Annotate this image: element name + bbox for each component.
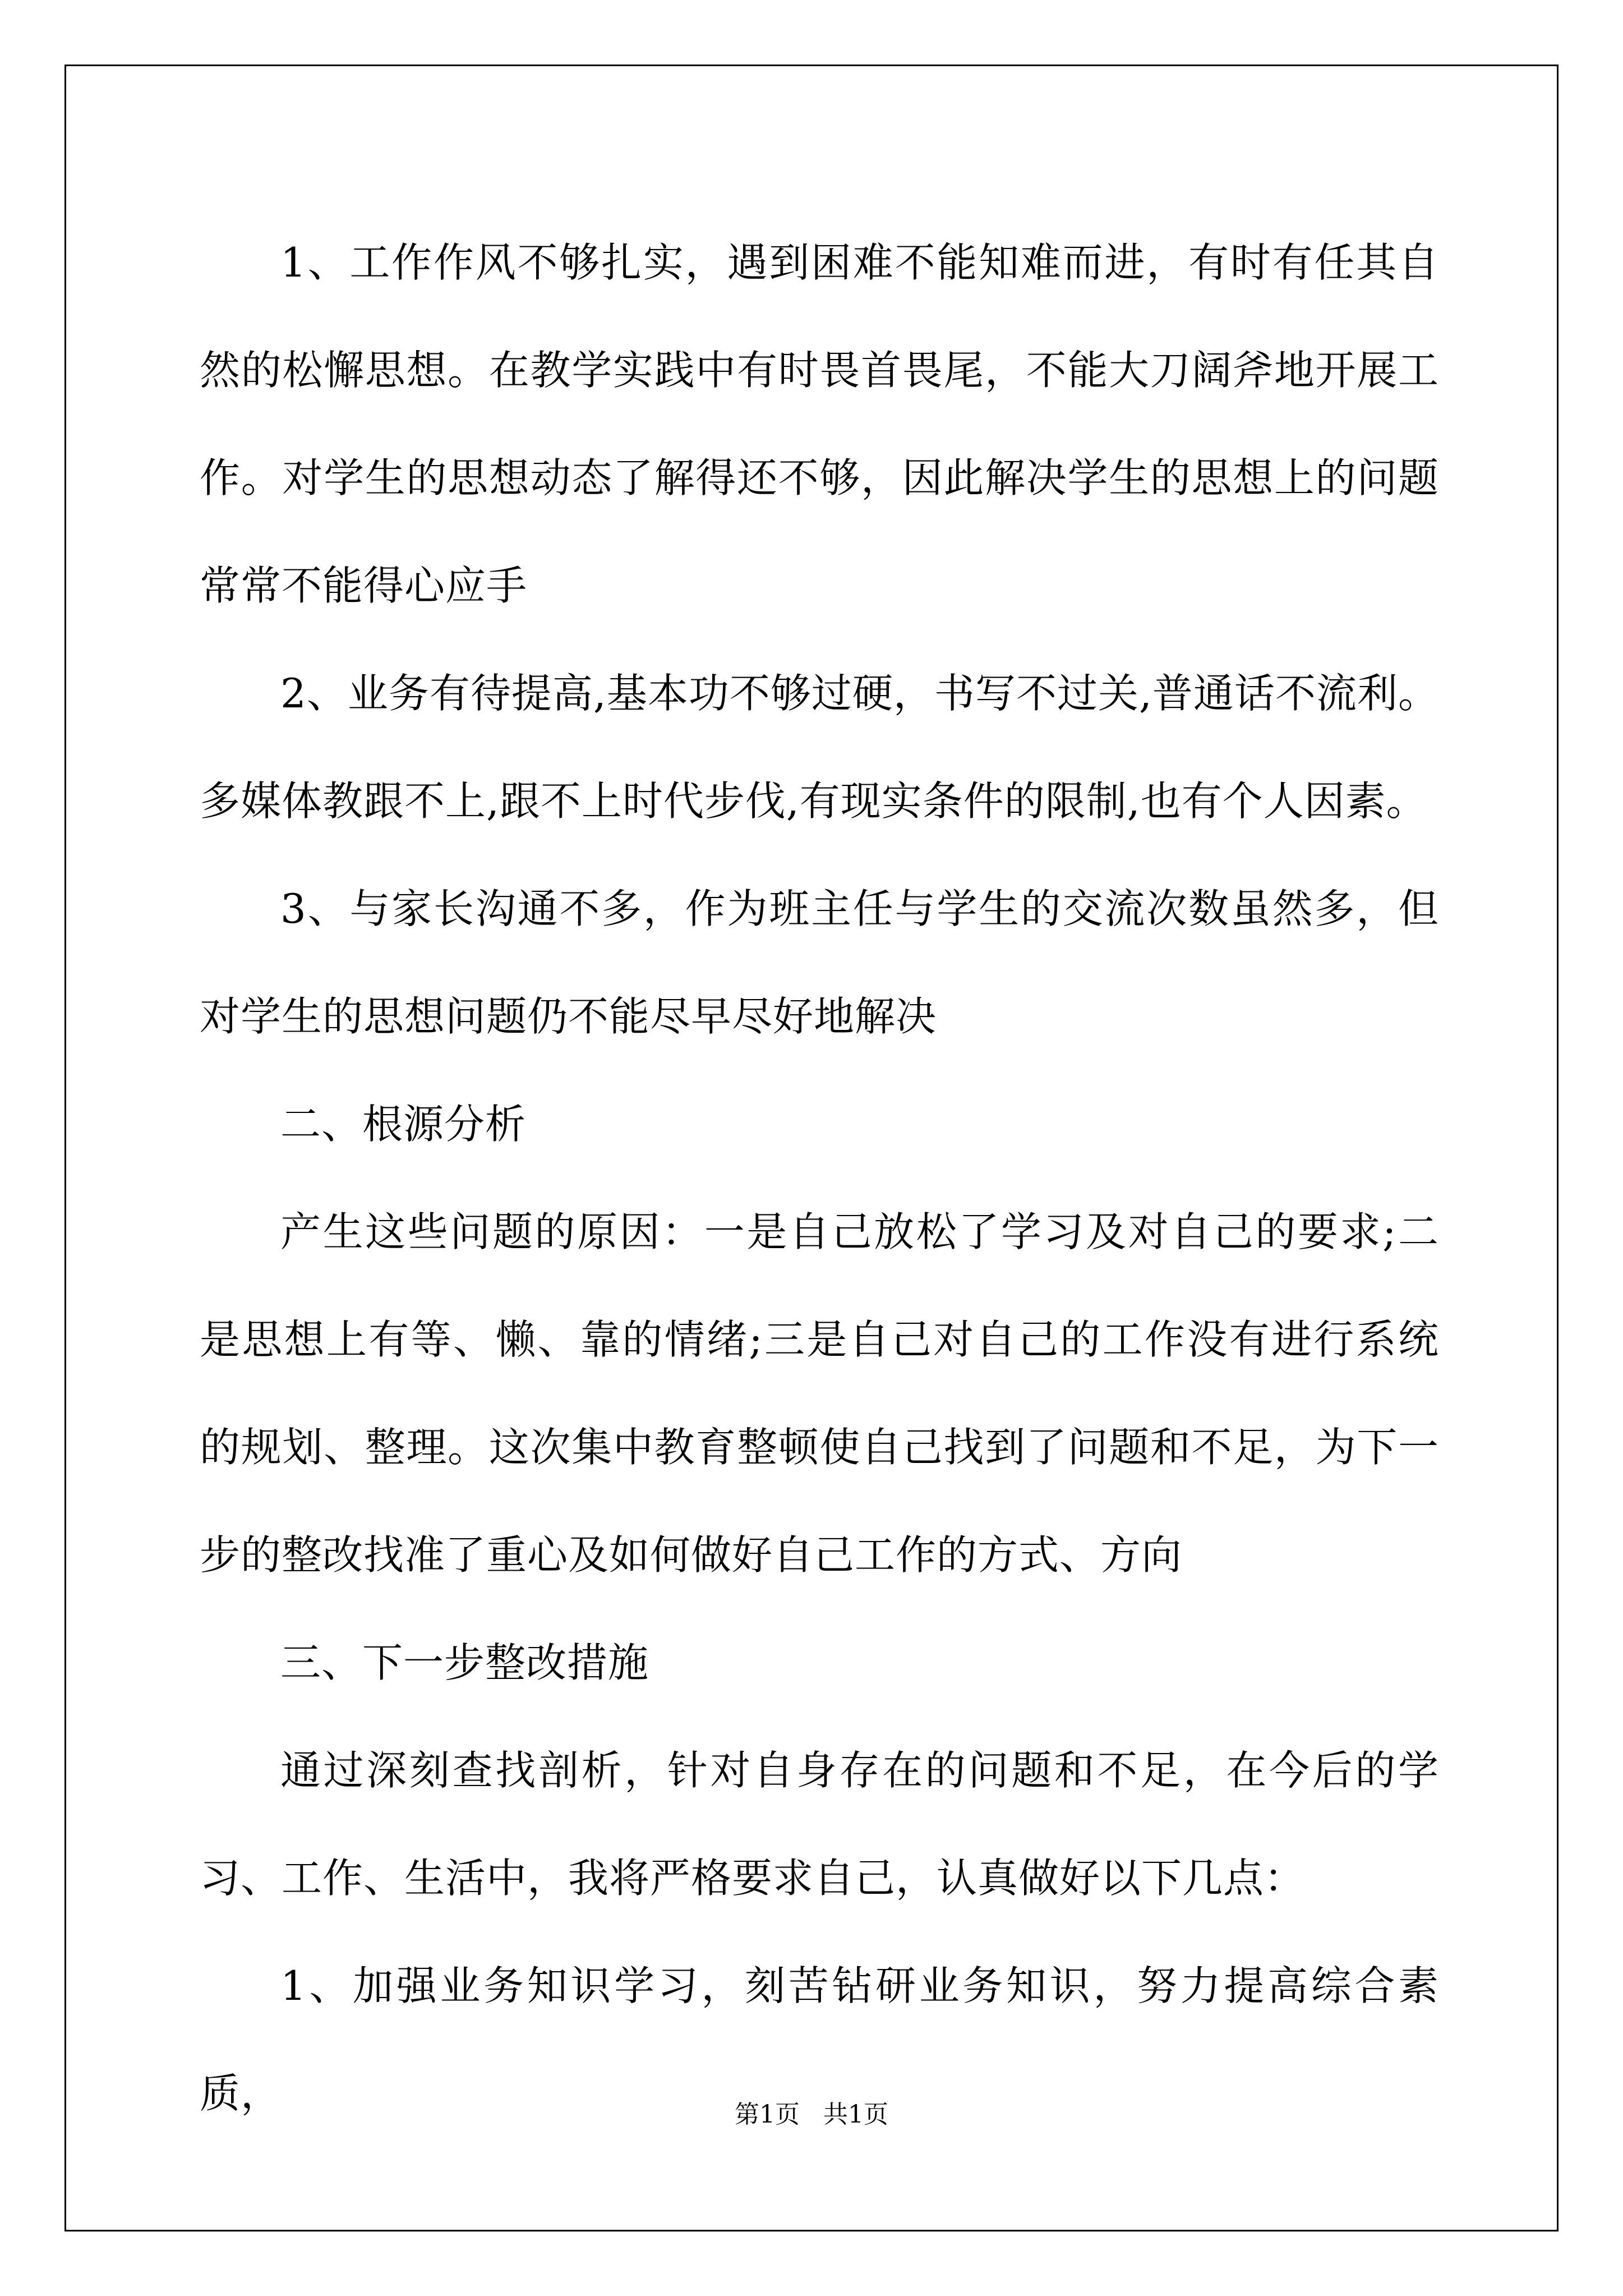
paragraph-measure-1: 1、加强业务知识学习，刻苦钻研业务知识，努力提高综合素质，: [200, 1962, 1439, 2117]
section-heading-next-steps: 三、下一步整改措施: [280, 1639, 649, 1686]
paragraph-root-cause: 产生这些问题的原因：一是自己放松了学习及对自己的要求;二是思想上有等、懒、靠的情绪;三是自己对自己的工作没有进行系统的规划、整理。这次集中教育整顿使自己找到了问题和不足，为下一步的整改找准了重心及如何做好自己工作的方式、方向: [200, 1208, 1439, 1579]
document-body: [200, 209, 1439, 2147]
paragraph-issue-3: 3、与家长沟通不多，作为班主任与学生的交流次数虽然多，但对学生的思想问题仍不能尽早尽好地解决: [200, 885, 1439, 1040]
page-footer: [0, 2094, 1623, 2130]
section-heading-root-cause: 二、根源分析: [280, 1101, 527, 1148]
paragraph-issue-1: 1、工作作风不够扎实，遇到困难不能知难而进，有时有任其自然的松懈思想。在教学实践中有时畏首畏尾，不能大刀阔斧地开展工作。对学生的思想动态了解得还不够，因此解决学生的思想上的问题常常不能得心应手: [200, 239, 1439, 609]
page-number-current: 第1页: [735, 2100, 800, 2129]
page-number-total: 共1页: [823, 2100, 888, 2129]
paragraph-issue-2: 2、业务有待提高,基本功不够过硬，书写不过关,普通话不流利。多媒体教跟不上,跟不上时代步伐,有现实条件的限制,也有个人因素。: [200, 670, 1439, 825]
paragraph-next-steps-intro: 通过深刻查找剖析，针对自身存在的问题和不足，在今后的学习、工作、生活中，我将严格要求自己，认真做好以下几点：: [200, 1747, 1439, 1902]
